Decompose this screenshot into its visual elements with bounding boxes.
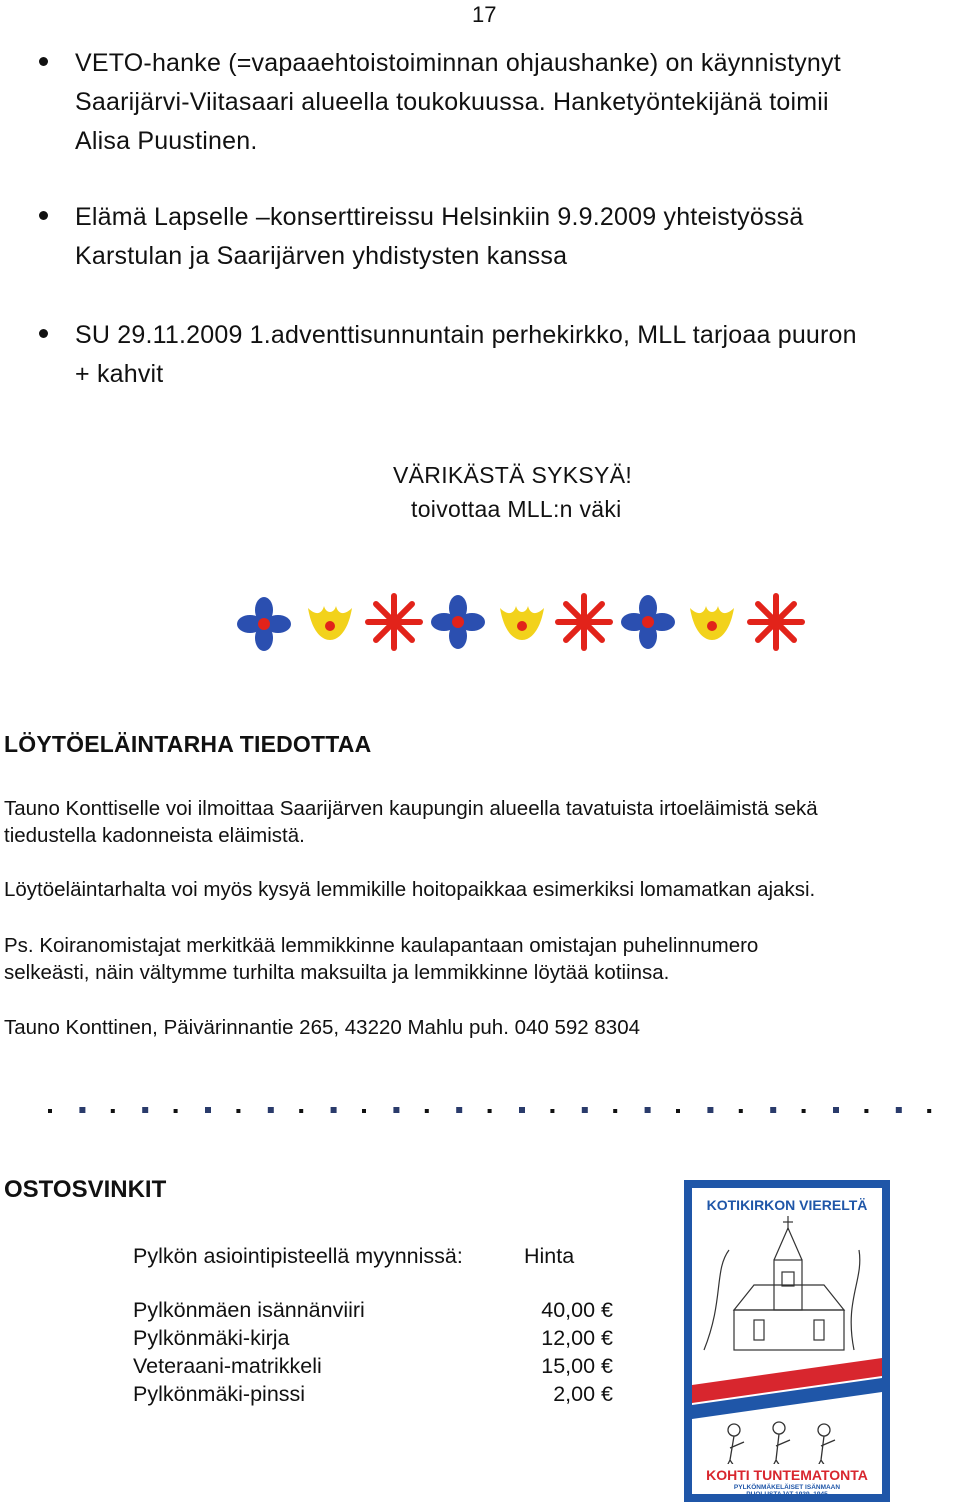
bullet-line: Alisa Puustinen. [75, 127, 258, 155]
separator-dot [362, 1109, 366, 1113]
bullet-line: SU 29.11.2009 1.adventtisunnuntain perhekirkko, MLL tarjoaa puuron [75, 321, 857, 349]
loytoelaintarha-paragraph-1 [4, 795, 954, 849]
wish-line-1: VÄRIKÄSTÄ SYKSYÄ! [393, 462, 633, 488]
separator-dot [79, 1107, 85, 1113]
product-name: Pylkönmäki-kirja [133, 1326, 290, 1350]
separator-dot [770, 1107, 776, 1113]
separator-dot [802, 1109, 806, 1113]
separator-dot [425, 1109, 429, 1113]
book-subtitle-line-1: PYLKÖNMÄKELÄISET ISÄNMAAN [733, 1484, 841, 1491]
loytoelaintarha-heading: LÖYTÖELÄINTARHA TIEDOTTAA [4, 731, 372, 757]
separator-dot [676, 1109, 680, 1113]
product-name: Pylkönmäen isännänviiri [133, 1298, 365, 1322]
product-price: 2,00 € [553, 1382, 613, 1406]
book-title-top: KOTIKIRKON VIERELTÄ [706, 1197, 868, 1213]
separator-dot [833, 1107, 839, 1113]
flower-border-decoration [236, 588, 806, 660]
separator-dot [268, 1107, 274, 1113]
separator-dot [645, 1107, 651, 1113]
bullet-line: Karstulan ja Saarijärven yhdistysten kanssa [75, 242, 568, 270]
separator-dot [739, 1109, 743, 1113]
paragraph-line: Ps. Koiranomistajat merkitkää lemmikkinne kaulapantaan omistajan puhelinnumero [4, 934, 759, 957]
ostosvinkit-heading: OSTOSVINKIT [4, 1176, 167, 1203]
bullet-dot [39, 329, 48, 338]
separator-dot [550, 1109, 554, 1113]
separator-dot [613, 1109, 617, 1113]
list-item [133, 1354, 613, 1382]
bullet-line: Elämä Lapselle –konserttireissu Helsinkiin 9.9.2009 yhteistyössä [75, 203, 804, 231]
loytoelaintarha-paragraph-ps [4, 932, 954, 986]
product-name: Veteraani-matrikkeli [133, 1354, 322, 1378]
separator-dot [236, 1109, 240, 1113]
page-number: 17 [472, 2, 497, 27]
paragraph-line: Tauno Konttiselle voi ilmoittaa Saarijärven kaupungin alueella tavatuista irtoeläimistä sekä [4, 797, 818, 820]
product-name: Pylkönmäki-pinssi [133, 1382, 306, 1406]
bullet-dot [39, 211, 48, 220]
book-cover-image [684, 1180, 890, 1502]
shop-intro: Pylkön asiointipisteellä myynnissä: [133, 1244, 463, 1268]
book-title-bottom: KOHTI TUNTEMATONTA [706, 1467, 868, 1483]
separator-dot [48, 1109, 52, 1113]
list-item [133, 1298, 613, 1326]
product-price: 40,00 € [541, 1298, 613, 1322]
separator-dot [519, 1107, 525, 1113]
separator-dot [142, 1107, 148, 1113]
separator-dot [111, 1109, 115, 1113]
separator-dot [927, 1109, 931, 1113]
bullet-dot [39, 57, 48, 66]
separator-dot [707, 1107, 713, 1113]
product-price: 15,00 € [541, 1354, 613, 1378]
separator-dot [331, 1107, 337, 1113]
separator-dot [864, 1109, 868, 1113]
separator-dot [582, 1107, 588, 1113]
separator-dot [393, 1107, 399, 1113]
bullet-line: + kahvit [75, 360, 164, 388]
separator-dot [456, 1107, 462, 1113]
wish-line-2: toivottaa MLL:n väki [411, 496, 622, 522]
separator-dot [488, 1109, 492, 1113]
contact-line: Tauno Konttinen, Päivärinnantie 265, 43220 Mahlu puh. 040 592 8304 [4, 1016, 641, 1039]
price-column-header: Hinta [524, 1244, 575, 1268]
separator-dot [205, 1107, 211, 1113]
list-item [133, 1382, 613, 1410]
dotted-separator [40, 1100, 940, 1120]
bullet-line: Saarijärvi-Viitasaari alueella toukokuussa. Hanketyöntekijänä toimii [75, 88, 829, 116]
separator-dot [896, 1107, 902, 1113]
paragraph-line: tiedustella kadonneista eläimistä. [4, 824, 305, 847]
product-price: 12,00 € [541, 1326, 613, 1350]
separator-dot [174, 1109, 178, 1113]
separator-dot [299, 1109, 303, 1113]
book-subtitle-line-2: PUOLUSTAJAT 1939–1945 [746, 1491, 828, 1498]
bullet-line: VETO-hanke (=vapaaehtoistoiminnan ohjaushanke) on käynnistynyt [75, 49, 841, 77]
paragraph-line: selkeästi, näin vältymme turhilta maksuilta ja lemmikkinne löytää kotiinsa. [4, 961, 670, 984]
list-item [133, 1326, 613, 1354]
loytoelaintarha-paragraph-2: Löytöeläintarhalta voi myös kysyä lemmikille hoitopaikkaa esimerkiksi lomamatkan ajaksi. [4, 878, 816, 901]
